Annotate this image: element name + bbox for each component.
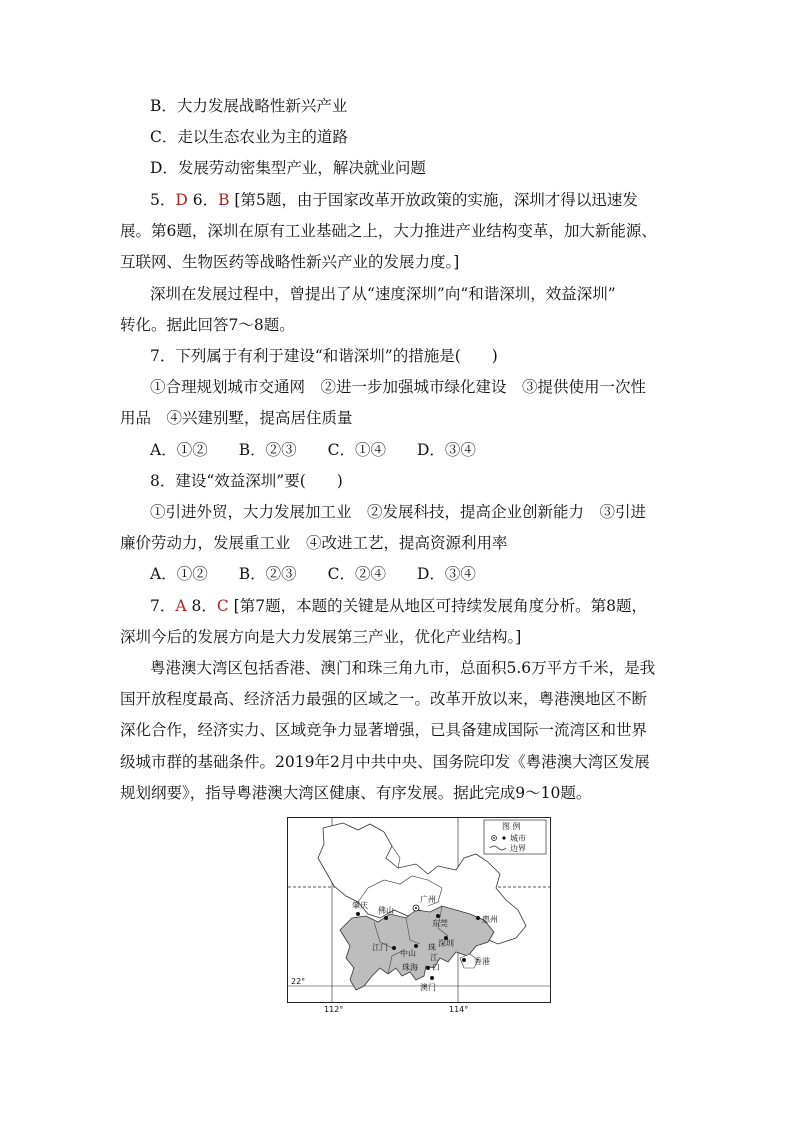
city-dot-macau bbox=[430, 976, 434, 980]
answer-5-6-explanation: [第5题，由于国家改革开放政策的实施，深圳才得以迅速发 bbox=[229, 191, 638, 209]
question-7-items: ①合理规划城市交通网 ②进一步加强城市绿化建设 ③提供使用一次性 bbox=[150, 378, 647, 396]
passage-paragraph: 深化合作，经济实力、区域竞争力显著增强，已具备建成国际一流湾区和世界 bbox=[120, 721, 648, 739]
legend-border-label: 边界 bbox=[510, 844, 526, 853]
passage-paragraph: 国开放程度最高、经济活力最强的区域之一。改革开放以来，粤港澳地区不断 bbox=[120, 690, 648, 708]
city-label-huizhou: 惠州 bbox=[482, 915, 498, 924]
answer-8-letter: C bbox=[216, 597, 229, 615]
question-7-items: 用品 ④兴建别墅，提高居住质量 bbox=[120, 409, 353, 427]
question-8-items: ①引进外贸，大力发展加工业 ②发展科技，提高企业创新能力 ③引进 bbox=[150, 503, 647, 521]
legend-city-symbol bbox=[502, 836, 505, 839]
city-dot-foshan bbox=[384, 916, 388, 920]
answer-5-6 bbox=[150, 190, 680, 210]
explanation-line: 互联网、生物医药等战略性新兴产业的发展力度。] bbox=[120, 253, 460, 271]
city-label-jiangmen: 江门 bbox=[372, 943, 388, 952]
bay-area-land bbox=[340, 906, 494, 990]
explanation-line: 展。第6题，深圳在原有工业基础之上，大力推进产业结构变革，加大新能源、 bbox=[120, 222, 657, 240]
option-b: B．大力发展战略性新兴产业 bbox=[150, 97, 348, 115]
passage-paragraph: 粤港澳大湾区包括香港、澳门和珠三角九市，总面积5.6万平方千米，是我 bbox=[150, 659, 656, 677]
answer-8-number: 8． bbox=[186, 597, 217, 615]
question-7: 7．下列属于有利于建设“和谐深圳”的措施是( ) bbox=[150, 347, 498, 365]
latitude-22-label: 22° bbox=[291, 977, 306, 986]
city-dot-zhongshan bbox=[414, 944, 418, 948]
explanation-line: 深圳今后的发展方向是大力发展第三产业，优化产业结构。] bbox=[120, 628, 522, 646]
question-8-options: A．①② B．②③ C．②④ D．③④ bbox=[150, 565, 476, 583]
city-label-zhongshan: 中山 bbox=[400, 949, 416, 958]
legend-title: 图 例 bbox=[502, 822, 521, 831]
passage-paragraph: 规划纲要》，指导粤港澳大湾区健康、有序发展。据此完成9～10题。 bbox=[120, 784, 592, 802]
longitude-112-label: 112° bbox=[324, 1005, 344, 1014]
river-label-kou: 口 bbox=[432, 963, 440, 972]
legend-city-label: 城市 bbox=[510, 834, 526, 843]
question-7-options: A．①② B．②③ C．①④ D．③④ bbox=[150, 441, 476, 459]
river-label-zhu: 珠 bbox=[428, 943, 436, 952]
question-8: 8．建设“效益深圳”要( ) bbox=[150, 472, 343, 490]
city-label-zhuhai: 珠海 bbox=[402, 963, 418, 972]
option-c: C．走以生态农业为主的道路 bbox=[150, 128, 348, 146]
city-label-hongkong: 香港 bbox=[474, 957, 490, 966]
option-d: D．发展劳动密集型产业，解决就业问题 bbox=[150, 159, 426, 177]
city-dot-huizhou bbox=[476, 916, 480, 920]
answer-7-8-explanation: [第7题，本题的关键是从地区可持续发展角度分析。第8题， bbox=[228, 597, 647, 615]
answer-7-number: 7． bbox=[150, 597, 176, 615]
answer-6-letter: B bbox=[218, 191, 230, 209]
river-label-jiang: 江 bbox=[430, 953, 438, 962]
city-label-macau: 澳门 bbox=[420, 983, 436, 992]
city-label-guangzhou: 广州 bbox=[420, 895, 436, 904]
answer-5-letter: D bbox=[175, 191, 188, 209]
passage-paragraph: 级城市群的基础条件。2019年2月中共中央、国务院印发《粤港澳大湾区发展 bbox=[120, 753, 650, 771]
city-label-zhaoqing: 肇庆 bbox=[352, 901, 368, 910]
city-dot-hongkong bbox=[462, 958, 466, 962]
city-dot-dongguan bbox=[436, 914, 440, 918]
city-dot-zhaoqing bbox=[356, 912, 360, 916]
answer-7-8 bbox=[150, 596, 680, 616]
longitude-114-label: 114° bbox=[449, 1005, 469, 1014]
greater-bay-area-map bbox=[287, 817, 551, 1003]
city-dot-jiangmen bbox=[392, 946, 396, 950]
map-svg bbox=[288, 818, 550, 1002]
question-8-items: 廉价劳动力，发展重工业 ④改进工艺，提高资源利用率 bbox=[120, 534, 508, 552]
city-dot-zhuhai bbox=[426, 966, 430, 970]
city-label-dongguan: 东莞 bbox=[432, 919, 448, 928]
city-label-foshan: 佛山 bbox=[378, 906, 394, 915]
city-label-shenzhen: 深圳 bbox=[438, 939, 454, 948]
answer-6-number: 6． bbox=[187, 191, 219, 209]
answer-5-number: 5． bbox=[150, 191, 176, 209]
stem-paragraph: 转化。据此回答7～8题。 bbox=[120, 316, 295, 334]
answer-7-letter: A bbox=[175, 597, 187, 615]
stem-paragraph: 深圳在发展过程中，曾提出了从“速度深圳”向“和谐深圳，效益深圳” bbox=[150, 285, 616, 303]
